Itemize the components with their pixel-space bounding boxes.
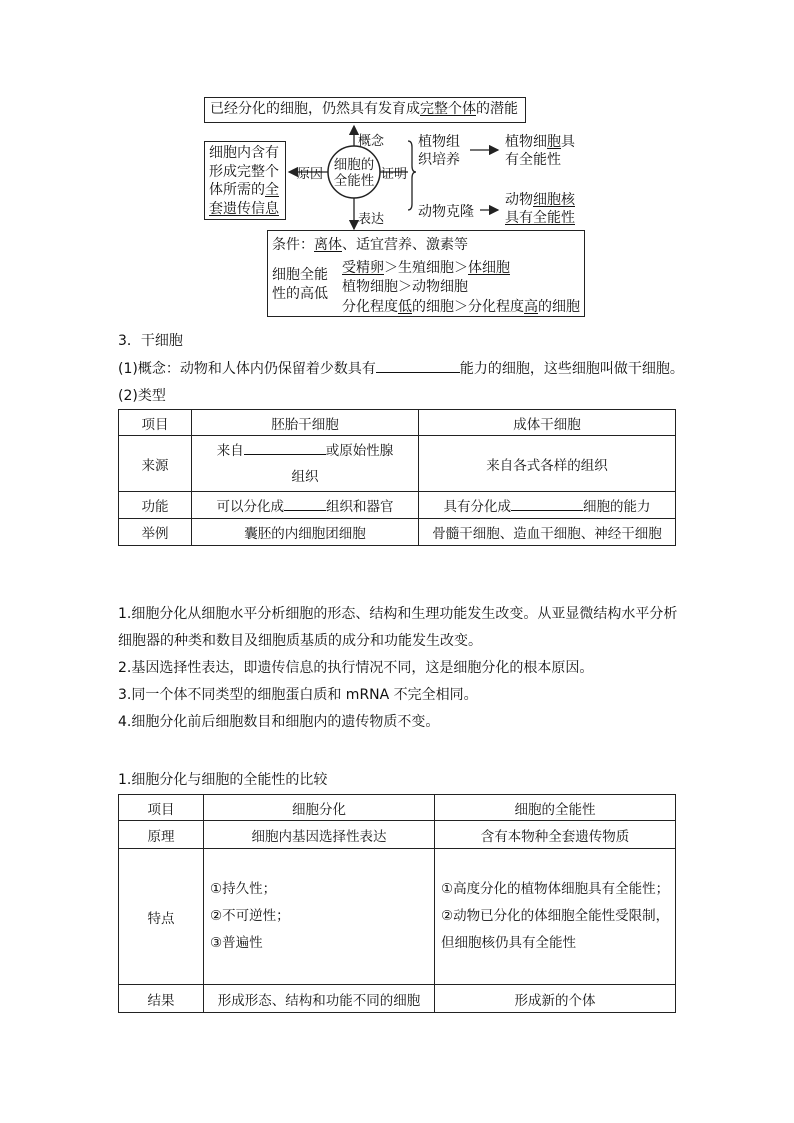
table-row: 项目 细胞分化 细胞的全能性: [119, 795, 676, 821]
note-2: 2.基因选择性表达，即遗传信息的执行情况不同，这是细胞分化的根本原因。: [118, 660, 594, 676]
notes: [118, 604, 678, 739]
note-1-line-1: 1.细胞分化从细胞水平分析细胞的形态、结构和生理功能发生改变。从亚显微结构水平分析: [118, 606, 678, 622]
totipotency-level-label: 细胞全能 性的高低: [272, 267, 328, 302]
level-row-3: 分化程度低的细胞＞分化程度高的细胞: [342, 299, 580, 315]
concept-text-underlined: 完整个体: [420, 101, 476, 117]
blank: [284, 496, 326, 511]
table-row: 项目 胚胎干细胞 成体干细胞: [119, 410, 676, 436]
label-reason: 原因: [297, 167, 324, 182]
level-row-2: 植物细胞＞动物细胞: [342, 279, 468, 295]
label-express: 表达: [358, 212, 385, 227]
reason-line-4: 套遗传信息: [209, 200, 279, 217]
table-row: 特点 ①持久性； ②不可逆性； ③普遍性 ①高度分化的植物体细胞具有全能性； ②动物已分化的体细胞全能性受限制， 但细胞核仍具有全能性: [119, 849, 676, 985]
section3-type-title: (2)类型: [118, 388, 166, 404]
reason-line-1: 细胞内含有: [209, 145, 279, 161]
compare-table: [118, 794, 676, 1013]
reason-line-3: 体所需的全: [209, 182, 279, 198]
section3-title: 3．干细胞: [118, 333, 183, 349]
table-row: 结果 形成形态、结构和功能不同的细胞 形成新的个体: [119, 985, 676, 1013]
table-row: 原理 细胞内基因选择性表达 含有本物种全套遗传物质: [119, 821, 676, 849]
table-row: 功能 可以分化成 组织和器官 具有分化成 细胞的能力: [119, 492, 676, 519]
note-1-line-2: 细胞器的种类和数目及细胞质基质的成分和功能发生改变。: [118, 633, 482, 649]
note-4: 4.细胞分化前后细胞数目和细胞内的遗传物质不变。: [118, 714, 440, 730]
section3-concept: (1)概念：动物和人体内仍保留着少数具有 能力的细胞，这些细胞叫做干细胞。: [118, 358, 684, 378]
label-concept: 概念: [358, 134, 385, 149]
plant-result: 植物细胞具 有全能性: [505, 134, 575, 168]
center-node: 细胞的 全能性: [333, 157, 375, 189]
table-row: 举例 囊胚的内细胞团细胞 骨髓干细胞、造血干细胞、神经干细胞: [119, 519, 676, 546]
concept-text-3: 的潜能: [476, 101, 518, 117]
compare-title: 1.细胞分化与细胞的全能性的比较: [118, 772, 328, 788]
animal-result: 动物细胞核 具有全能性: [505, 192, 575, 226]
animal-cloning: 动物克隆: [418, 204, 474, 220]
blank: [511, 496, 583, 511]
concept-text-1: 已经分化的细胞，仍然具有发育成: [210, 101, 420, 117]
level-row-1: 受精卵＞生殖细胞＞体细胞: [342, 260, 510, 276]
stem-cell-table: [118, 409, 676, 546]
blank: [376, 358, 460, 373]
condition-line: 条件：离体、适宜营养、激素等: [272, 237, 468, 253]
note-3: 3.同一个体不同类型的细胞蛋白质和 mRNA 不完全相同。: [118, 687, 478, 703]
blank: [244, 440, 326, 455]
label-prove: 证明: [381, 167, 408, 182]
plant-tissue-culture: 植物组 织培养: [418, 134, 460, 168]
reason-line-2: 形成完整个: [209, 163, 279, 180]
table-row: 来源 来自 或原始性腺 组织 来自各式各样的组织: [119, 436, 676, 492]
